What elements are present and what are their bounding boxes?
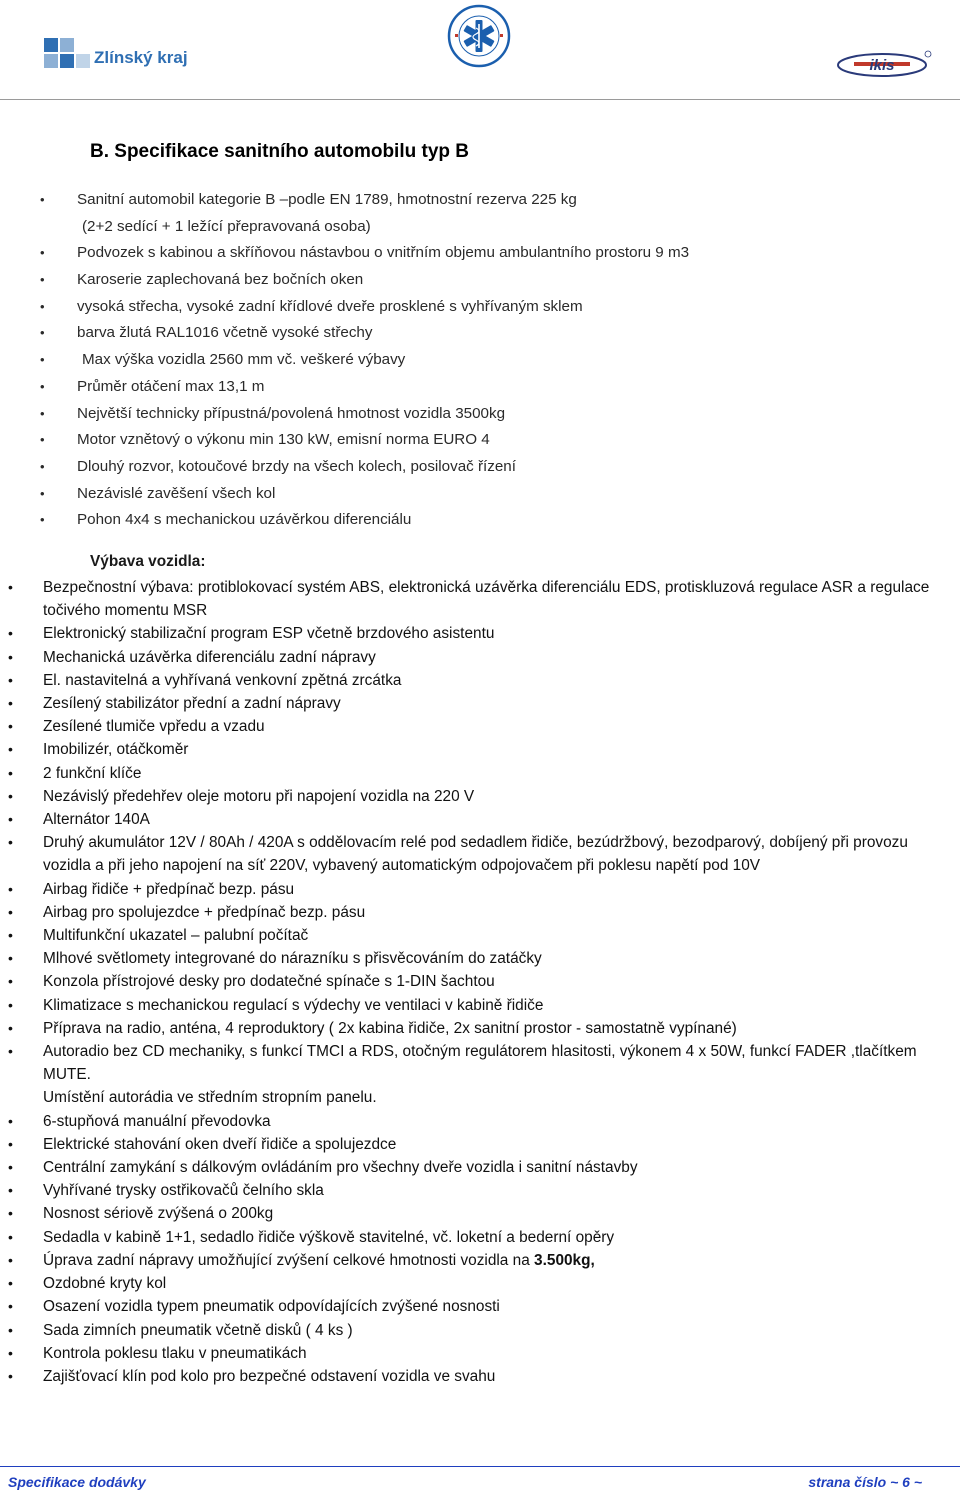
ikis-logo-text: ikis <box>869 57 895 74</box>
bullet-icon: • <box>40 512 45 528</box>
bullet-icon: • <box>8 1275 13 1292</box>
bullet-icon: • <box>8 1135 13 1152</box>
ikis-logo <box>836 48 932 78</box>
ems-star-of-life-logo <box>447 4 511 68</box>
bullet-icon: • <box>8 973 13 990</box>
list-item: • 6-stupňová manuální převodovka <box>0 1110 960 1133</box>
list-item: • Bezpečnostní výbava: protiblokovací systém ABS, elektronická uzávěrka diferenciálu EDS, protiskluzová regulace ASR a regulace točivého momentu MSR <box>0 576 960 622</box>
list-item: • Podvozek s kabinou a skříňovou nástavbou o vnitřním objemu ambulantního prostoru 9 m3 <box>0 240 960 267</box>
equipment-list <box>0 576 960 1388</box>
zlinsky-kraj-logo-text: Zlínský kraj <box>94 48 188 67</box>
bullet-icon: • <box>8 1321 13 1338</box>
list-item: • Sedadla v kabině 1+1, sedadlo řidiče výškově stavitelné, vč. loketní a bederní opěry <box>0 1226 960 1249</box>
list-item: (2+2 sedící + 1 ležící přepravovaná osoba) <box>82 217 371 235</box>
list-item: • Vyhřívané trysky ostřikovačů čelního skla <box>0 1179 960 1202</box>
list-item: • Centrální zamykání s dálkovým ovládáním pro všechny dveře vozidla i sanitní nástavby <box>0 1156 960 1179</box>
bullet-icon: • <box>8 671 13 688</box>
bullet-icon: • <box>40 458 45 474</box>
header-divider <box>0 99 960 100</box>
bullet-icon: • <box>40 432 45 448</box>
bullet-icon: • <box>8 579 13 595</box>
bullet-icon: • <box>40 192 45 207</box>
bullet-icon: • <box>8 718 13 735</box>
list-item: • Sada zimních pneumatik včetně disků ( 4 ks ) <box>0 1319 960 1342</box>
list-item: • Největší technicky přípustná/povolená hmotnost vozidla 3500kg <box>0 401 960 428</box>
list-item: • 2 funkční klíče <box>0 762 960 785</box>
list-item: • Nosnost sériově zvýšená o 200kg <box>0 1202 960 1225</box>
footer-divider <box>0 1466 960 1467</box>
list-item: • El. nastavitelná a vyhřívaná venkovní zpětná zrcátka <box>0 669 960 692</box>
list-item: • Elektrické stahování oken dveří řidiče a spolujezdce <box>0 1133 960 1156</box>
bullet-icon: • <box>8 996 13 1013</box>
bullet-icon: • <box>40 245 45 261</box>
bullet-icon: • <box>8 1367 13 1384</box>
bullet-icon: • <box>8 950 13 967</box>
list-item: • Zesílený stabilizátor přední a zadní nápravy <box>0 692 960 715</box>
list-item: • Pohon 4x4 s mechanickou uzávěrkou diferenciálu <box>0 507 960 534</box>
basic-specs-list <box>0 187 960 534</box>
list-item: • Mlhové světlomety integrované do nárazníku s přisvěcováním do zatáčky <box>0 947 960 970</box>
list-item: • Průměr otáčení max 13,1 m <box>0 374 960 401</box>
bullet-icon: • <box>8 903 13 920</box>
footer-page-number: strana číslo ~ 6 ~ <box>808 1474 922 1490</box>
bullet-icon: • <box>8 1344 13 1361</box>
list-item: • Multifunkční ukazatel – palubní počítač <box>0 924 960 947</box>
list-item: • Airbag řidiče + předpínač bezp. pásu <box>0 878 960 901</box>
bullet-icon: • <box>8 811 13 828</box>
bullet-icon: • <box>8 1205 13 1222</box>
list-item: • Elektronický stabilizační program ESP včetně brzdového asistentu <box>0 622 960 645</box>
equipment-heading: Výbava vozidla: <box>90 553 206 570</box>
list-item: • Zajišťovací klín pod kolo pro bezpečné odstavení vozidla ve svahu <box>0 1365 960 1388</box>
list-item: • Druhý akumulátor 12V / 80Ah / 420A s oddělovacím relé pod sedadlem řidiče, bezúdržbový, bezodparový, dobíjený při provozu vozidla a při jeho napojení na síť 220V, vybavený automatickým odpojovačem při poklesu napětí pod 10V <box>0 831 960 877</box>
list-item: • Nezávislý předehřev oleje motoru při napojení vozidla na 220 V <box>0 785 960 808</box>
bullet-icon: • <box>8 1182 13 1199</box>
bullet-icon: • <box>8 1019 13 1036</box>
zlinsky-kraj-logo <box>44 38 204 74</box>
bullet-icon: • <box>8 625 13 642</box>
bullet-icon: • <box>8 834 13 851</box>
list-item: • Kontrola poklesu tlaku v pneumatikách <box>0 1342 960 1365</box>
bullet-icon: • <box>40 405 45 421</box>
list-item: • Alternátor 140A <box>0 808 960 831</box>
list-item: • vysoká střecha, vysoké zadní křídlové dveře prosklené s vyhřívaným sklem <box>0 294 960 321</box>
bullet-icon: • <box>8 927 13 944</box>
bullet-icon: • <box>8 1228 13 1245</box>
list-item: • Mechanická uzávěrka diferenciálu zadní nápravy <box>0 646 960 669</box>
bullet-icon: • <box>8 741 13 758</box>
list-item: Umístění autorádia ve středním stropním panelu. <box>43 1089 377 1107</box>
bullet-icon: • <box>8 1112 13 1129</box>
list-item: • Úprava zadní nápravy umožňující zvýšení celkové hmotnosti vozidla na 3.500kg, <box>0 1249 960 1272</box>
footer-document-title: Specifikace dodávky <box>8 1474 146 1490</box>
bullet-icon: • <box>40 272 45 288</box>
list-item: • Příprava na radio, anténa, 4 reproduktory ( 2x kabina řidiče, 2x sanitní prostor - samostatně vypínané) <box>0 1017 960 1040</box>
list-item: • barva žlutá RAL1016 včetně vysoké střechy <box>0 320 960 347</box>
bullet-icon: • <box>40 378 45 394</box>
bullet-icon: • <box>8 787 13 804</box>
list-item: • Ozdobné kryty kol <box>0 1272 960 1295</box>
list-item: • Sanitní automobil kategorie B –podle EN 1789, hmotnostní rezerva 225 kg <box>0 187 960 214</box>
bullet-icon: • <box>40 298 45 314</box>
list-item: • Max výška vozidla 2560 mm vč. veškeré výbavy <box>0 347 960 374</box>
bullet-icon: • <box>8 880 13 897</box>
bullet-icon: • <box>8 695 13 712</box>
list-item: • Imobilizér, otáčkoměr <box>0 738 960 761</box>
bullet-icon: • <box>8 764 13 781</box>
list-item: • Dlouhý rozvor, kotoučové brzdy na všech kolech, posilovač řízení <box>0 454 960 481</box>
bullet-icon: • <box>8 648 13 665</box>
list-item: • Konzola přístrojové desky pro dodatečné spínače s 1-DIN šachtou <box>0 970 960 993</box>
bullet-icon: • <box>8 1159 13 1176</box>
list-item: • Osazení vozidla typem pneumatik odpovídajících zvýšené nosnosti <box>0 1295 960 1318</box>
list-item: • Zesílené tlumiče vpředu a vzadu <box>0 715 960 738</box>
list-item: • Airbag pro spolujezdce + předpínač bezp. pásu <box>0 901 960 924</box>
bullet-icon: • <box>40 352 45 368</box>
bullet-icon: • <box>8 1251 13 1268</box>
list-item: • Klimatizace s mechanickou regulací s výdechy ve ventilaci v kabině řidiče <box>0 994 960 1017</box>
list-item: • Motor vznětový o výkonu min 130 kW, emisní norma EURO 4 <box>0 427 960 454</box>
list-item: • Karoserie zaplechovaná bez bočních oken <box>0 267 960 294</box>
list-item: • Nezávislé zavěšení všech kol <box>0 481 960 508</box>
page-title: B. Specifikace sanitního automobilu typ B <box>90 141 469 162</box>
list-item: • Autoradio bez CD mechaniky, s funkcí TMCI a RDS, otočným regulátorem hlasitosti, výkonem 4 x 50W, funkcí FADER ,tlačítkem MUTE. <box>0 1040 960 1086</box>
bullet-icon: • <box>8 1298 13 1315</box>
bullet-icon: • <box>8 1043 13 1060</box>
bullet-icon: • <box>40 325 45 341</box>
bullet-icon: • <box>40 485 45 501</box>
page-header <box>0 0 960 102</box>
